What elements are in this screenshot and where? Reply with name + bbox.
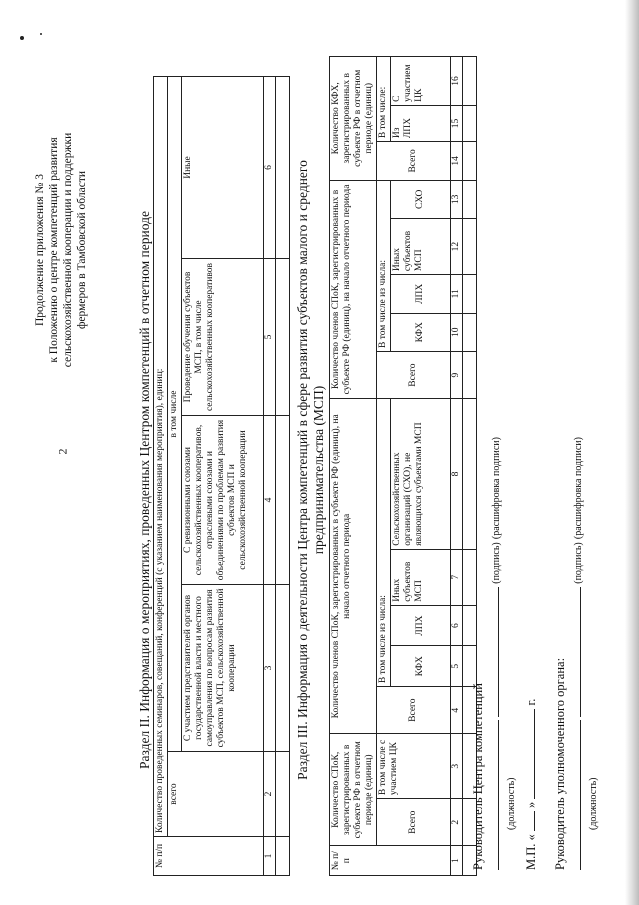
s3-num: 16 (451, 57, 463, 106)
s3-col-spok: Количество СПоК, зарегистрированных в субъекте РФ в отчетном периоде (единиц) (330, 734, 377, 846)
position-line[interactable] (569, 720, 581, 870)
date-line[interactable] (523, 709, 535, 799)
s3-num: 13 (451, 180, 463, 218)
section-3-table (329, 56, 477, 876)
s3-num: 12 (451, 219, 463, 275)
header-line: сельскохозяйственной кооперации и поддержки (62, 132, 74, 368)
s2-num: 3 (264, 585, 276, 752)
s3-sho: Сельскохозяйственных организаций (СХО), не являющихся субъектами МСП (391, 399, 451, 550)
s3-num: 15 (451, 105, 463, 141)
header-line: к Положению о центре компетенций развития (48, 137, 60, 363)
s3-col-num: № п/п (330, 846, 451, 876)
s3-total: Всего (377, 799, 451, 846)
authorized-title: Руководитель уполномоченного органа: (553, 657, 567, 870)
s3-num: 9 (451, 352, 463, 399)
s2-col-num: № п/п (154, 837, 264, 876)
s2-col-d: Иные (182, 77, 264, 259)
s2-col-incl: в том числе (168, 77, 182, 752)
signature-block (471, 110, 601, 870)
s2-col-group: Количество проведенных семинаров, совещаний, конференций (с указанием наименования мероприятия), единиц: (154, 77, 168, 837)
s3-num: 4 (451, 687, 463, 734)
s3-num: 7 (451, 549, 463, 605)
header-line: фермеров в Тамбовской области (76, 170, 88, 330)
s3-from-lph: Из ЛПХ (391, 105, 451, 141)
s2-col-total: всего (168, 752, 264, 837)
s2-cell[interactable] (276, 259, 290, 416)
s3-total: Всего (377, 352, 451, 399)
s2-col-a: С участием представителей органов государственной власти и местного самоуправления по вопросам развития субъектов МСП, сельскохозяйственной кооперации (182, 585, 264, 752)
s3-num: 5 (451, 646, 463, 687)
header-line: Продолжение приложения № 3 (34, 173, 46, 327)
s2-num: 6 (264, 77, 276, 259)
section-3-title (295, 70, 327, 870)
decode-caption: (расшифровка подписи) (491, 437, 502, 540)
head-title: Руководитель Центра компетенций (471, 683, 485, 870)
s2-cell[interactable] (276, 585, 290, 752)
scan-edge-shadow (625, 0, 639, 905)
s3-num: 11 (451, 275, 463, 313)
decode-caption: (расшифровка подписи) (573, 437, 584, 540)
s2-num: 5 (264, 259, 276, 416)
position-line[interactable] (487, 720, 499, 870)
s3-sho-short: СХО (391, 180, 451, 218)
s3-num: 3 (451, 734, 463, 799)
rotated-document-sheet (25, 20, 605, 890)
s2-cell[interactable] (276, 77, 290, 259)
position-caption: (должность) (506, 777, 517, 830)
s3-col-kfh: Количество КФХ, зарегистрированных в субъекте РФ в отчетном периоде (единиц) (330, 57, 377, 181)
position-caption: (должность) (588, 777, 599, 830)
s3-total: Всего (377, 142, 451, 180)
s3-num: 2 (451, 799, 463, 846)
s3-kfh: КФХ (391, 646, 451, 687)
s3-num: 6 (451, 605, 463, 646)
s3-total: Всего (377, 687, 451, 734)
s3-lph: ЛПХ (391, 275, 451, 313)
s2-cell[interactable] (276, 416, 290, 585)
s3-kfh: КФХ (391, 313, 451, 351)
signature-line[interactable] (487, 587, 499, 717)
section-3-title-line: Раздел III. Информация о деятельности Центра компетенций в сфере развития субъектов малого и среднего (295, 160, 310, 780)
s3-num: 8 (451, 399, 463, 550)
scan-speck (20, 36, 24, 40)
s2-col-c: Проведение обучения субъектов МСП, в том числе сельскохозяйственных кооперативов (182, 259, 264, 416)
section-2-title: Раздел II. Информация о мероприятиях, проведенных Центром компетенций в отчетном периоде (137, 211, 152, 769)
s3-num: 14 (451, 142, 463, 180)
year-label: г. (524, 698, 538, 706)
s3-other-msp: Иных субъектов МСП (391, 219, 451, 275)
appendix-header (33, 40, 89, 460)
s3-incl-ck: В том числе с участием ЦК (377, 734, 451, 799)
s2-col-b: С ревизионными союзами сельскохозяйственных кооперативов, отраслевыми союзами и объединениями по проблемам развития субъектов МСП и сельскохозяйственной кооперации (182, 416, 264, 585)
s2-cell[interactable] (276, 837, 290, 876)
s3-incl-colon2: В том числе: (377, 57, 391, 142)
s2-num: 4 (264, 416, 276, 585)
section-2-table (153, 76, 290, 876)
signature-caption: (подпись) (491, 542, 502, 584)
s2-num: 2 (264, 752, 276, 837)
mp-close: » (524, 801, 538, 808)
section-3-title-line: предпринимательства (МСП) (311, 385, 326, 555)
s2-num: 1 (264, 837, 276, 876)
s3-other-msp: Иных субъектов МСП (391, 549, 451, 605)
s3-cell[interactable] (463, 57, 477, 106)
s3-num: 1 (451, 846, 463, 876)
s3-col-members-period: Количество членов СПоК, зарегистрированных в субъекте РФ (единиц), на начало отчетного периода (330, 399, 377, 734)
mp-label: М.П. « (524, 834, 538, 870)
day-line[interactable] (523, 811, 535, 831)
s3-lph: ЛПХ (391, 605, 451, 646)
s3-num: 10 (451, 313, 463, 351)
s3-with-ck: С участием ЦК (391, 57, 451, 106)
signature-line[interactable] (569, 587, 581, 717)
page-number: 2 (55, 448, 70, 455)
s3-incl-colon: В том числе из числа: (377, 180, 391, 351)
signature-caption: (подпись) (573, 542, 584, 584)
s2-cell[interactable] (276, 752, 290, 837)
s3-col-members-start: Количество членов СПоК, зарегистрированных в субъекте РФ (единиц), на начало отчетного периода (330, 180, 377, 399)
s3-incl-colon: В том числе из числа: (377, 399, 391, 687)
